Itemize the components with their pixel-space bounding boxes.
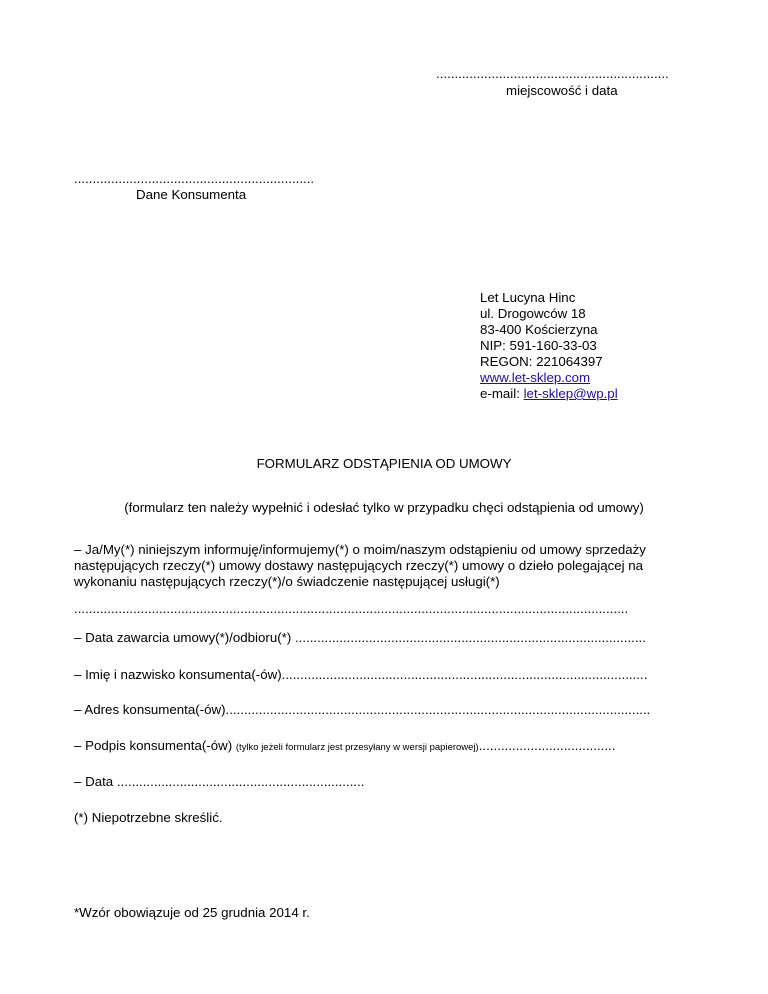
seller-email-link[interactable]: let-sklep@wp.pl (523, 386, 618, 401)
place-date-label: miejscowość i data (506, 83, 618, 98)
seller-email-line (480, 386, 618, 402)
seller-city: 83-400 Kościerzyna (480, 322, 598, 337)
signature-label: – Podpis konsumenta(-ów) (74, 738, 236, 753)
consumer-address-field: – Adres konsumenta(-ów)................................................................................................................... (74, 702, 651, 717)
signature-dots: ..................................... (478, 738, 616, 753)
goods-blank-line: ...................................................................................................................................................... (74, 601, 629, 616)
form-subtitle: (formularz ten należy wypełnić i odesłać tylko w przypadku chęci odstąpienia od umowy) (124, 500, 644, 515)
contract-date-field: – Data zawarcia umowy(*)/odbioru(*) ............................................................................................... (74, 630, 646, 645)
email-prefix: e-mail: (480, 386, 524, 401)
form-statement: – Ja/My(*) niniejszym informuję/informujemy(*) o moim/naszym odstąpieniu od umowy sprzedaży następujących rzeczy(*) umowy dostawy następujących rzeczy(*) umowy o dzieło polegającej na wykonaniu następujących rzeczy(*)/o świadczenie następującej usługi(*) (74, 542, 646, 589)
date-field: – Data ................................................................... (74, 774, 365, 789)
seller-street: ul. Drogowców 18 (480, 306, 586, 321)
validity-note: *Wzór obowiązuje od 25 grudnia 2014 r. (74, 905, 310, 920)
form-title: FORMULARZ ODSTĄPIENIA OD UMOWY (256, 456, 512, 471)
signature-field (74, 738, 696, 753)
seller-nip: NIP: 591-160-33-03 (480, 338, 597, 353)
seller-website-link[interactable]: www.let-sklep.com (480, 370, 591, 385)
seller-name: Let Lucyna Hinc (480, 290, 576, 305)
consumer-dots: ................................................................. (74, 171, 315, 186)
signature-note: (tylko jeżeli formularz jest przesyłany w wersji papierowej) (235, 742, 479, 753)
footnote: (*) Niepotrzebne skreślić. (74, 810, 223, 825)
seller-regon: REGON: 221064397 (480, 354, 603, 369)
consumer-label: Dane Konsumenta (136, 187, 247, 202)
place-date-dots: ............................................................... (436, 66, 669, 81)
seller-address (480, 290, 618, 402)
consumer-name-field: – Imię i nazwisko konsumenta(-ów)................................................................................................... (74, 667, 648, 682)
